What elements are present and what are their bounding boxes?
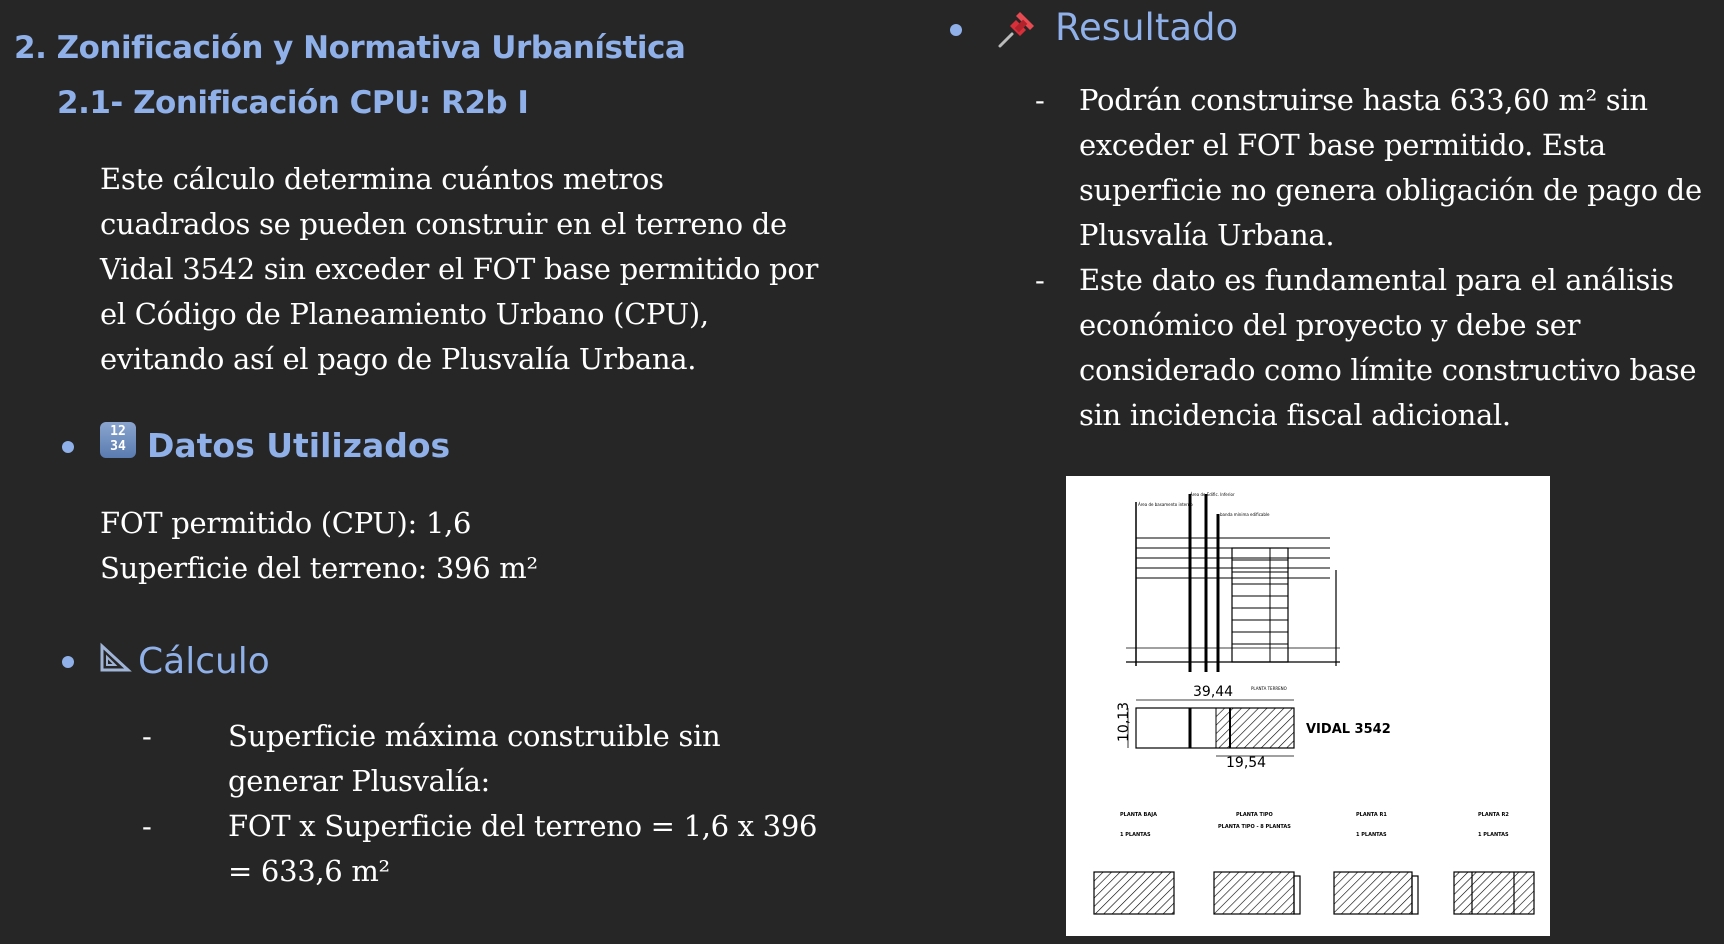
calculo-item-text: FOT x Superficie del terreno = 1,6 x 396 = 633,6 m² — [228, 809, 818, 888]
floor-name: PLANTA R2 — [1478, 812, 1509, 818]
floor-name: PLANTA BAJA — [1120, 812, 1157, 818]
calculo-item: - Superficie máxima construible sin generar Plusvalía: — [142, 719, 721, 798]
section-subtitle: 2.1- Zonificación CPU: R2b I — [57, 85, 529, 121]
triangular-ruler-icon — [100, 642, 132, 674]
datos-list — [100, 501, 538, 591]
resultado-item-text: Este dato es fundamental para el análisis económico del proyecto y debe ser considerado como límite constructivo base sin incidencia fiscal adicional. — [1079, 263, 1697, 432]
svg-text:banda mínima edificable: banda mínima edificable — [1220, 512, 1270, 517]
floor-detail: 1 PLANTAS — [1120, 832, 1151, 838]
datos-item: FOT permitido (CPU): 1,6 — [100, 506, 472, 540]
site-plan-image — [1066, 476, 1550, 936]
floor-detail: PLANTA TIPO - 8 PLANTAS — [1218, 824, 1291, 830]
calculo-item: - FOT x Superficie del terreno = 1,6 x 396 = 633,6 m² — [142, 809, 818, 888]
calculo-item-text: Superficie máxima construible sin generar Plusvalía: — [228, 719, 721, 798]
floor-name: PLANTA TIPO — [1236, 812, 1273, 818]
bullet-dot — [950, 24, 962, 36]
frontage-dimension: 39,44 — [1193, 684, 1234, 700]
datos-title: Datos Utilizados — [147, 426, 451, 465]
resultado-item-text: Podrán construirse hasta 633,60 m² sin exceder el FOT base permitido. Esta superficie no genera obligación de pago de Plusvalía Urbana. — [1079, 83, 1702, 252]
floor-name: PLANTA R1 — [1356, 812, 1387, 818]
resultado-title: Resultado — [1055, 6, 1239, 49]
pushpin-icon — [996, 8, 1038, 50]
svg-text:PLANTA TERRENO: PLANTA TERRENO — [1251, 686, 1287, 691]
floor-detail: 1 PLANTAS — [1478, 832, 1509, 838]
resultado-list — [1035, 78, 1724, 438]
bullet-dot — [62, 656, 74, 668]
intro-paragraph: Este cálculo determina cuántos metros cuadrados se pueden construir en el terreno de Vidal 3542 sin exceder el FOT base permitido por el Código de Planeamiento Urbano (CPU), evitando así el pago de Plusvalía Urbana. — [100, 162, 819, 376]
svg-text:Área de basamento interno: Área de basamento interno — [1138, 502, 1193, 507]
bullet-dot — [62, 441, 74, 453]
resultado-item: - Este dato es fundamental para el análisis económico del proyecto y debe ser considerado como límite constructivo base sin incidencia fiscal adicional. — [1035, 263, 1697, 432]
input-numbers-icon: 12 34 — [100, 422, 136, 458]
resultado-item: - Podrán construirse hasta 633,60 m² sin exceder el FOT base permitido. Esta superficie no genera obligación de pago de Plusvalía Urbana. — [1035, 83, 1702, 252]
svg-text:Área de Edific. Inferior: Área de Edific. Inferior — [1190, 492, 1235, 497]
calculo-list — [142, 714, 822, 894]
section-title: 2. Zonificación y Normativa Urbanística — [14, 30, 686, 66]
width-dimension: 10,13 — [1116, 701, 1132, 742]
address-label: VIDAL 3542 — [1306, 722, 1391, 737]
calculo-title: Cálculo — [138, 641, 270, 682]
floor-detail: 1 PLANTAS — [1356, 832, 1387, 838]
depth-dimension: 19,54 — [1226, 755, 1267, 771]
datos-item: Superficie del terreno: 396 m² — [100, 551, 538, 585]
